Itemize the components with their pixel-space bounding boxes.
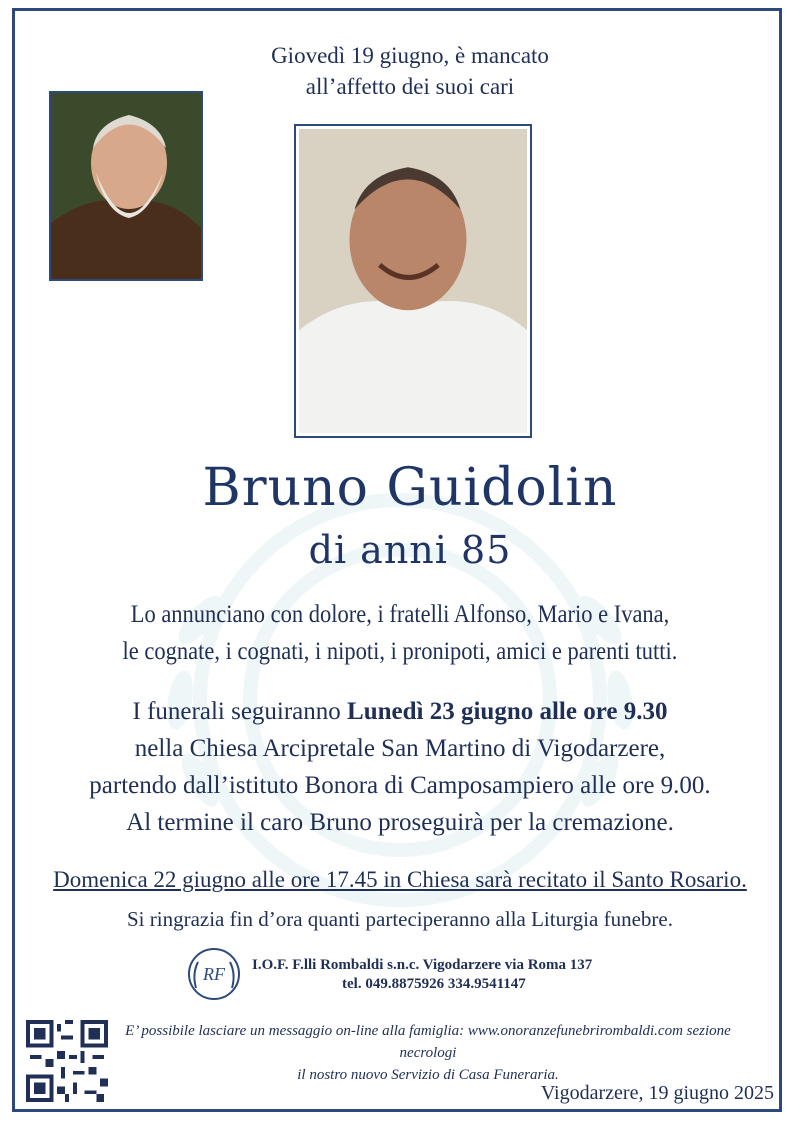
online-message-info — [118, 1020, 738, 1086]
qr-code-icon[interactable] — [26, 1020, 108, 1102]
header-line-2: all’affetto dei suoi cari — [305, 74, 515, 99]
announcement-line-1: Lo annunciano con dolore, i fratelli Alfonso, Mario e Ivana, — [130, 601, 670, 628]
header-line-1: Giovedì 19 giugno, è mancato — [271, 43, 549, 68]
funeral-intro: I funerali seguiranno — [132, 698, 348, 725]
online-line-1: E’ possibile lasciare un messaggio on-line alla famiglia: www.onoranzefunebrirombaldi.com sezione necrologi — [125, 1023, 731, 1061]
funeral-details — [30, 693, 770, 841]
online-line-2: il nostro nuovo Servizio di Casa Funeraria. — [297, 1067, 559, 1083]
announcement-text — [67, 596, 733, 670]
rosary-text: Domenica 22 giugno alle ore 17.45 in Chiesa sarà recitato il Santo Rosario. — [53, 867, 747, 892]
funeral-line-1 — [30, 693, 770, 730]
agency-info — [252, 956, 672, 994]
rosary-notice — [30, 865, 770, 895]
death-notice-header — [200, 40, 620, 102]
deceased-name: Bruno Guidolin — [202, 458, 618, 518]
funeral-line-3: partendo dall’istituto Bonora di Camposampiero alle ore 9.00. — [89, 772, 711, 799]
deceased-portrait-icon — [299, 129, 527, 433]
agency-name: I.O.F. F.lli Rombaldi s.n.c. Vigodarzere via Roma 137 — [252, 957, 593, 973]
agency-logo-icon — [186, 946, 242, 1002]
announcement-line-2: le cognate, i cognati, i nipoti, i pronipoti, amici e parenti tutti. — [122, 638, 678, 665]
agency-logo-text: RF — [203, 964, 225, 984]
funeral-line-2: nella Chiesa Arcipretale San Martino di Vigodarzere, — [134, 735, 666, 762]
saint-portrait-icon — [49, 91, 203, 281]
thanks-text: Si ringrazia fin d’ora quanti parteciperanno alla Liturgia funebre. — [127, 907, 673, 931]
funeral-line-4: Al termine il caro Bruno proseguirà per la cremazione. — [126, 809, 674, 836]
deceased-portrait-frame — [294, 124, 532, 438]
agency-phones: tel. 049.8875926 334.9541147 — [342, 976, 526, 992]
funeral-date-time: Lunedì 23 giugno alle ore 9.30 — [347, 698, 668, 725]
place-and-date: Vigodarzere, 19 giugno 2025 — [540, 1082, 774, 1104]
deceased-age: di anni 85 — [308, 528, 512, 572]
